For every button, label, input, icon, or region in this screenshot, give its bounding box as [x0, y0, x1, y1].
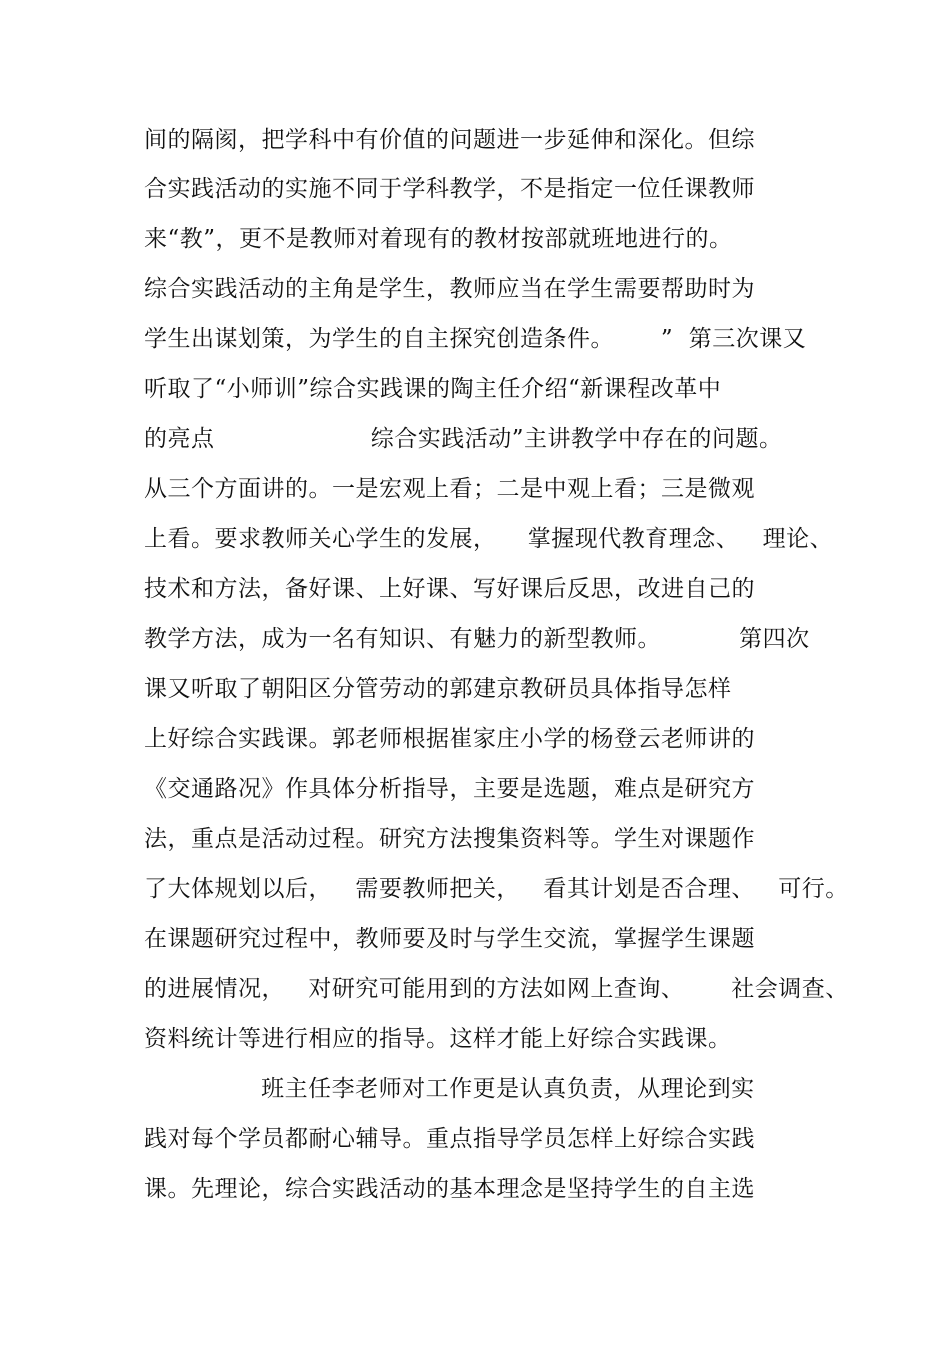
- text-line: 间的隔阂，把学科中有价值的问题进一步延伸和深化。但综: [144, 127, 755, 153]
- text-line: 班主任李老师对工作更是认真负责，从理论到实: [144, 1076, 755, 1102]
- text-line: 的进展情况， 对研究可能用到的方法如网上查询、 社会调查、: [144, 976, 849, 1002]
- text-line: 上好综合实践课。郭老师根据崔家庄小学的杨登云老师讲的: [144, 726, 755, 752]
- text-line: 学生出谋划策，为学生的自主探究创造条件。 ” 第三次课又: [144, 326, 807, 352]
- text-line: 课又听取了朝阳区分管劳动的郭建京教研员具体指导怎样: [144, 676, 732, 702]
- text-line: 来“教”，更不是教师对着现有的教材按部就班地进行的。: [144, 226, 733, 252]
- text-line: 技术和方法，备好课、上好课、写好课后反思，改进自己的: [144, 576, 755, 602]
- text-line: 听取了“小师训”综合实践课的陶主任介绍“新课程改革中: [144, 376, 722, 402]
- text-line: 课。先理论，综合实践活动的基本理念是坚持学生的自主选: [144, 1176, 755, 1202]
- text-line: 综合实践活动的主角是学生，教师应当在学生需要帮助时为: [144, 276, 755, 302]
- text-line: 践对每个学员都耐心辅导。重点指导学员怎样上好综合实践: [144, 1126, 755, 1152]
- text-line: 教学方法，成为一名有知识、有魅力的新型教师。 第四次: [144, 626, 810, 652]
- text-line: 的亮点 综合实践活动”主讲教学中存在的问题。: [144, 426, 783, 452]
- text-line: 《交通路况》作具体分析指导，主要是选题，难点是研究方: [144, 776, 755, 802]
- text-line: 上看。要求教师关心学生的发展， 掌握现代教育理念、 理论、: [144, 526, 834, 552]
- text-line: 资料统计等进行相应的指导。这样才能上好综合实践课。: [144, 1026, 732, 1052]
- text-line: 法，重点是活动过程。研究方法搜集资料等。学生对课题作: [144, 826, 755, 852]
- text-line: 合实践活动的实施不同于学科教学，不是指定一位任课教师: [144, 176, 755, 202]
- text-line: 从三个方面讲的。一是宏观上看；二是中观上看；三是微观: [144, 476, 755, 502]
- text-line: 了大体规划以后， 需要教师把关， 看其计划是否合理、 可行。: [144, 876, 849, 902]
- text-line: 在课题研究过程中，教师要及时与学生交流，掌握学生课题: [144, 926, 755, 952]
